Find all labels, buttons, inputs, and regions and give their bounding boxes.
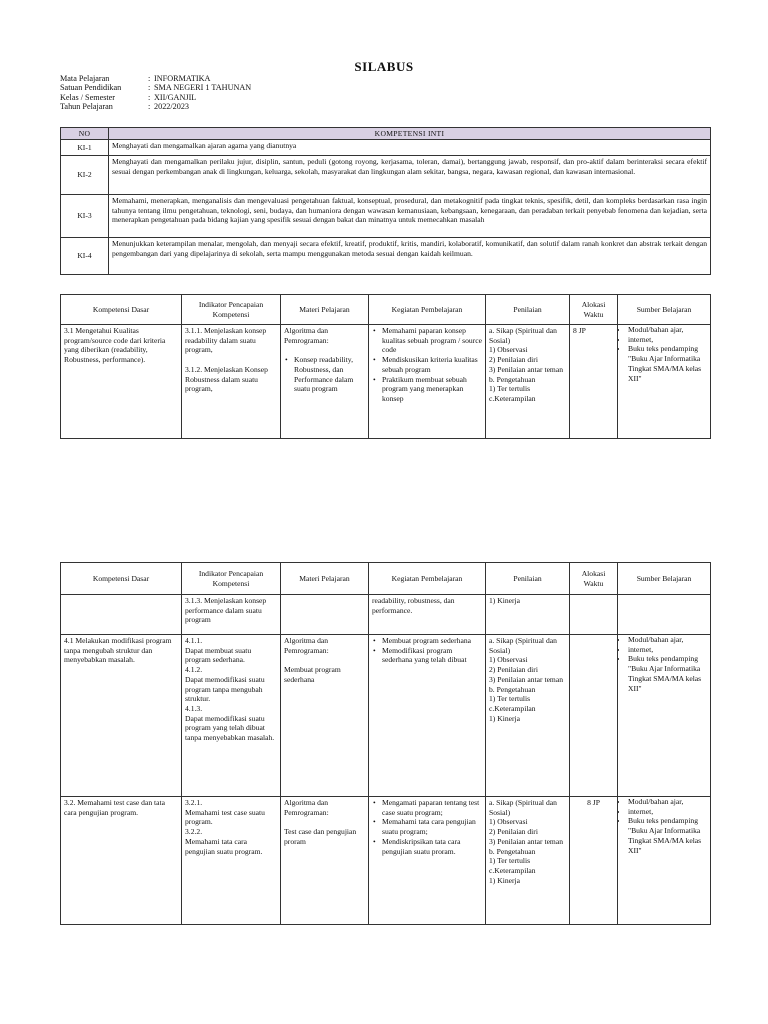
indikator-item: Dapat memodifikasi suatu program tanpa mengubah struktur. [185, 674, 265, 704]
table-row [61, 156, 711, 195]
indikator-cell: 3.1.3. Menjelaskan konsep performance dalam suatu program [182, 595, 281, 635]
materi-body: Test case dan pengujian proram [284, 827, 357, 846]
sumber-item: • Modul/bahan ajar, [628, 635, 710, 645]
materi-body: Membuat program sederhana [284, 665, 341, 684]
kd-text: 3.1 Mengetahui Kualitas program/source code dari kriteria yang diberikan (readability, Robustness, performance). [64, 326, 166, 365]
penilaian-line: 2) Penilaian diri [489, 827, 538, 837]
sumber-item: • Buku teks pendamping "Buku Ajar Informatika Tingkat SMA/MA kelas XII" [628, 816, 710, 855]
penilaian-line: 2) Penilaian diri [489, 355, 538, 365]
sumber-cell [618, 797, 711, 925]
spacer [284, 655, 365, 665]
penilaian-line: a. Sikap (Spiritual dan Sosial) [489, 326, 557, 345]
ki-text: Menghayati dan mengamalkan perilaku jujur, disiplin, santun, peduli (gotong royong, kerjasama, toleran, damai), bertanggung jawab, responsif, dan pro-aktif dalam berinteraksi secara efektif sesuai dengan perkembangan anak di lingkungan, keluarga, sekolah, masyarakat dan lingkungan alam sekitar, bangsa, negara, kawasan regional, dan kawasan internasional. [109, 156, 711, 195]
ki-text: Menunjukkan keterampilan menalar, mengolah, dan menyaji secara efektif, kreatif, produktif, kritis, mandiri, kolaboratif, komunikatif, dan solutif dalam ranah konkret dan abstrak terkait dengan pengembangan dari yang dipelajarinya di sekolah, serta mampu menggunakan metoda sesuai dengan kaidah keilmuan. [109, 238, 711, 275]
penilaian-line: 1) Observasi [489, 345, 528, 355]
sumber-item: • Modul/bahan ajar, [628, 325, 710, 335]
sumber-item: • internet, [628, 807, 710, 817]
indikator-cell [182, 635, 281, 797]
penilaian-line: b. Pengetahuan [489, 374, 536, 384]
penilaian-line: 1) Ter tertulis [489, 384, 531, 394]
meta-block [60, 74, 251, 112]
indikator-item: 3.1.1. Menjelaskan konsep readability dalam suatu program, [185, 326, 267, 355]
penilaian-line: 1) Observasi [489, 655, 528, 665]
meta-label: Satuan Pendidikan [60, 83, 122, 93]
kegiatan-item: • Mendiskusikan kriteria kualitas sebuah program [372, 355, 482, 374]
kd-cell [61, 325, 182, 439]
meta-separator: : [148, 74, 151, 83]
indikator-number: 3.2.2. [185, 827, 203, 837]
penilaian-line: 3) Penilaian antar teman [489, 364, 564, 374]
table-row [61, 140, 711, 156]
materi-item: • Konsep readability, Robustness, dan Performance dalam suatu program [284, 355, 365, 394]
column-header-alokasi: Alokasi Waktu [570, 295, 618, 325]
kegiatan-item: • Memahami tata cara pengujian suatu program; [372, 817, 482, 836]
kompetensi-inti-table [60, 127, 711, 275]
kegiatan-item: • Praktikum membuat sebuah program yang menerapkan konsep [372, 375, 482, 404]
penilaian-line: 3) Penilaian antar teman [489, 674, 564, 684]
meta-label: Tahun Pelajaran [60, 102, 113, 112]
table-row [61, 195, 711, 238]
penilaian-line: 1) Kinerja [489, 875, 520, 885]
column-header-materi: Materi Pelajaran [281, 563, 369, 595]
penilaian-line: c.Keterampilan [489, 393, 536, 403]
meta-value: XII/GANJIL [154, 92, 197, 102]
column-header-sumber: Sumber Belajaran [618, 295, 711, 325]
column-header-no: NO [61, 128, 109, 140]
indikator-number: 4.1.1. [185, 636, 203, 645]
penilaian-line: 1) Observasi [489, 817, 528, 827]
penilaian-wrap [489, 326, 566, 437]
penilaian-line: c.Keterampilan [489, 865, 536, 875]
materi-head: Algoritma dan Pemrograman: [284, 636, 329, 655]
indikator-item: Dapat membuat suatu program sederhana. [185, 645, 252, 665]
spacer [284, 817, 365, 827]
materi-cell [281, 797, 369, 925]
penilaian-line: b. Pengetahuan [489, 684, 536, 694]
alokasi-cell: 8 JP [570, 325, 618, 439]
indikator-item: Memahami tata cara pengujian suatu program. [185, 836, 263, 856]
alokasi-cell [570, 635, 618, 797]
penilaian-line: a. Sikap (Spiritual dan Sosial) [489, 636, 557, 655]
meta-row [60, 102, 251, 111]
table-row [61, 325, 711, 439]
column-header-materi: Materi Pelajaran [281, 295, 369, 325]
ki-text: Memahami, menerapkan, menganalisis dan mengevaluasi pengetahuan faktual, konseptual, prosedural, dan metakognitif pada tingkat teknis, spesifik, detil, dan kompleks berdasarkan rasa ingin tahunya tentang ilmu pengetahuan, teknologi, seni, budaya, dan humaniora dengan wawasan kemanusiaan, kebangsaan, kenegaraan, dan peradaban terkait penyebab fenomena dan kejadian, serta menerapkan pengetahuan pada bidang kajian yang spesifik sesuai dengan bakat dan minatnya untuk memecahkan masalah [109, 195, 711, 238]
table-header-row [61, 563, 711, 595]
meta-separator: : [148, 92, 151, 102]
indikator-number: 3.2.1. [185, 798, 203, 807]
indikator-cell [182, 797, 281, 925]
penilaian-line: 3) Penilaian antar teman [489, 836, 564, 846]
table-row [61, 595, 711, 635]
penilaian-line: 1) Ter tertulis [489, 694, 531, 704]
penilaian-line: a. Sikap (Spiritual dan Sosial) [489, 798, 557, 817]
penilaian-cell [486, 635, 570, 797]
meta-value: 2022/2023 [154, 102, 190, 112]
penilaian-line: 1) Kinerja [489, 713, 520, 723]
column-header-alokasi: Alokasi Waktu [570, 563, 618, 595]
ki-number: KI-4 [61, 238, 109, 275]
column-header-penilaian: Penilaian [486, 295, 570, 325]
meta-label: Mata Pelajaran [60, 74, 110, 83]
penilaian-line: b. Pengetahuan [489, 846, 536, 856]
spacer [284, 345, 365, 355]
sumber-item: • Buku teks pendamping "Buku Ajar Informatika Tingkat SMA/MA kelas XII" [628, 654, 710, 693]
indikator-item: 3.1.2. Menjelaskan Konsep Robustness dalam suatu program, [185, 364, 268, 394]
kegiatan-item: • Membuat program sederhana [372, 636, 482, 646]
penilaian-line: c.Keterampilan [489, 703, 536, 713]
column-header-kegiatan: Kegiatan Pembelajaran [369, 563, 486, 595]
materi-cell [281, 325, 369, 439]
ki-text: Menghayati dan mengamalkan ajaran agama yang dianutnya [109, 140, 711, 156]
ki-number: KI-2 [61, 156, 109, 195]
materi-head: Algoritma dan Pemrograman: [284, 798, 329, 817]
sumber-item: • internet, [628, 335, 710, 345]
meta-value: SMA NEGERI 1 TAHUNAN [154, 83, 252, 93]
page-title: SILABUS [354, 59, 414, 74]
ki-number: KI-3 [61, 195, 109, 238]
kegiatan-item: • Memodifikasi program sederhana yang telah dibuat [372, 646, 482, 665]
kegiatan-wrap [372, 326, 482, 437]
kegiatan-cell: readability, robustness, dan performance. [369, 595, 486, 635]
column-header-indikator: Indikator Pencapaian Kompetensi [182, 295, 281, 325]
kompetensi-dasar-table-1 [60, 294, 711, 439]
column-header-sumber: Sumber Belajaran [618, 563, 711, 595]
column-header-indikator: Indikator Pencapaian Kompetensi [182, 563, 281, 595]
alokasi-cell [570, 595, 618, 635]
sumber-cell [618, 595, 711, 635]
meta-row [60, 93, 251, 102]
kegiatan-item: • Mengamati paparan tentang test case suatu program; [372, 798, 482, 817]
sumber-item: • Modul/bahan ajar, [628, 797, 710, 807]
materi-cell [281, 635, 369, 797]
meta-label: Kelas / Semester [60, 92, 116, 102]
penilaian-line: 1) Ter tertulis [489, 856, 531, 866]
indikator-number: 4.1.3. [185, 703, 203, 713]
sumber-wrap [618, 325, 710, 436]
penilaian-cell: 1) Kinerja [486, 595, 570, 635]
penilaian-cell [486, 325, 570, 439]
sumber-item: • internet, [628, 645, 710, 655]
column-header-kd: Kompetensi Dasar [61, 563, 182, 595]
kd-cell: 3.2. Memahami test case dan tata cara pengujian program. [61, 797, 182, 925]
kd-cell [61, 595, 182, 635]
materi-cell [281, 595, 369, 635]
meta-row [60, 83, 251, 92]
kegiatan-item: • Memahami paparan konsep kualitas sebuah program / source code [372, 326, 482, 355]
kegiatan-cell [369, 325, 486, 439]
kegiatan-item: • Mendiskripsikan tata cara pengujian suatu proram. [372, 837, 482, 856]
meta-separator: : [148, 102, 151, 112]
column-header-kompetensi-inti: KOMPETENSI INTI [109, 128, 711, 140]
kd-cell: 4.1 Melakukan modifikasi program tanpa mengubah struktur dan menyebabkan masalah. [61, 635, 182, 797]
table-header-row [61, 295, 711, 325]
table-row [61, 635, 711, 797]
meta-value: INFORMATIKA [154, 74, 211, 83]
penilaian-cell [486, 797, 570, 925]
indikator-wrap [185, 326, 277, 437]
kompetensi-dasar-table-2 [60, 562, 711, 925]
materi-head: Algoritma dan Pemrograman: [284, 326, 329, 345]
column-header-kd: Kompetensi Dasar [61, 295, 182, 325]
indikator-item: Dapat memodifikasi suatu program yang telah dibuat tanpa menyebabkan masalah. [185, 713, 275, 743]
table-row [61, 797, 711, 925]
kegiatan-cell [369, 635, 486, 797]
table-header-row [61, 128, 711, 140]
alokasi-cell: 8 JP [570, 797, 618, 925]
sumber-cell [618, 635, 711, 797]
spacer [185, 355, 277, 365]
sumber-item: • Buku teks pendamping "Buku Ajar Informatika Tingkat SMA/MA kelas XII" [628, 344, 710, 383]
meta-separator: : [148, 83, 151, 93]
ki-number: KI-1 [61, 140, 109, 156]
indikator-item: Memahami test case suatu program. [185, 807, 265, 827]
column-header-kegiatan: Kegiatan Pembelajaran [369, 295, 486, 325]
table-row [61, 238, 711, 275]
indikator-cell [182, 325, 281, 439]
materi-wrap [284, 326, 365, 437]
indikator-number: 4.1.2. [185, 665, 203, 675]
sumber-cell [618, 325, 711, 439]
meta-row [60, 74, 251, 83]
column-header-penilaian: Penilaian [486, 563, 570, 595]
penilaian-line: 2) Penilaian diri [489, 665, 538, 675]
kegiatan-cell [369, 797, 486, 925]
